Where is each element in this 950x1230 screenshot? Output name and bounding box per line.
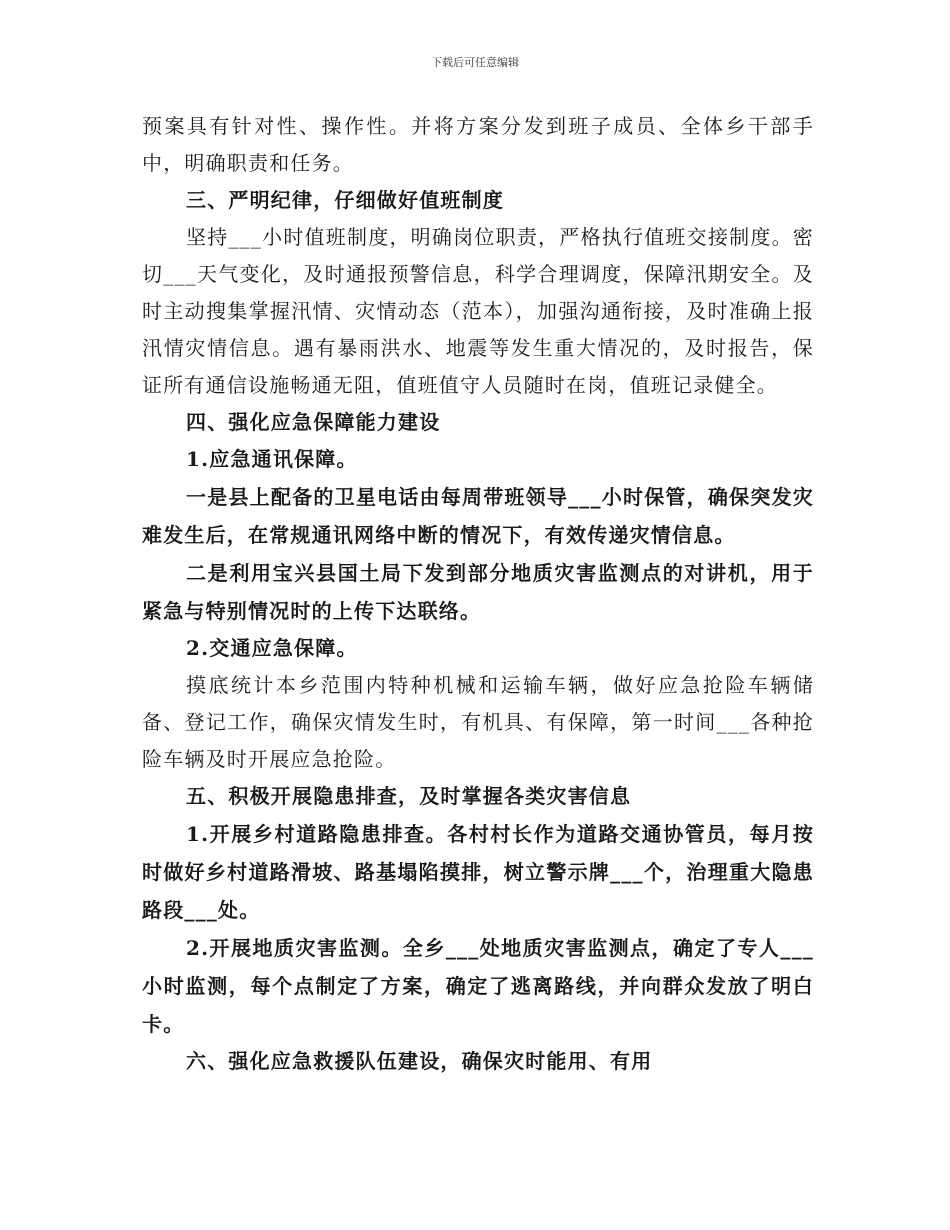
paragraph-walkie-talkie: 二是利用宝兴县国土局下发到部分地质灾害监测点的对讲机，用于紧急与特别情况时的上传下达联络。: [142, 561, 814, 623]
paragraph-vehicles: 摸底统计本乡范围内特种机械和运输车辆，做好应急抢险车辆储备、登记工作，确保灾情发生时，有机具、有保障，第一时间___各种抢险车辆及时开展应急抢险。: [142, 673, 814, 771]
heading-duty-system: 三、严明纪律，仔细做好值班制度: [186, 188, 504, 212]
paragraph-plan-distribution: 预案具有针对性、操作性。并将方案分发到班子成员、全体乡干部手中，明确职责和任务。: [142, 114, 814, 175]
subheading-transport: 2.交通应急保障。: [186, 636, 358, 660]
paragraph-geological-monitoring: 2.开展地质灾害监测。全乡___处地质灾害监测点，确定了专人___小时监测，每个点制定了方案，确定了逃离路线，并向群众发放了明白卡。: [142, 936, 814, 1036]
heading-hazard-inspection: 五、积极开展隐患排查，及时掌握各类灾害信息: [186, 784, 632, 808]
subheading-communication: 1.应急通讯保障。: [186, 447, 358, 471]
heading-rescue-team: 六、强化应急救援队伍建设，确保灾时能用、有用: [186, 1049, 653, 1073]
document-body: [142, 108, 814, 1080]
paragraph-duty-system: 坚持___小时值班制度，明确岗位职责，严格执行值班交接制度。密切___天气变化，及时通报预警信息，科学合理调度，保障汛期安全。及时主动搜集掌握汛情、灾情动态（范本），加强沟通衔接，及时准确上报汛情灾情信息。遇有暴雨洪水、地震等发生重大情况的，及时报告，保证所有通信设施畅通无阻，值班值守人员随时在岗，值班记录健全。: [142, 225, 814, 397]
paragraph-satellite-phone: 一是县上配备的卫星电话由每周带班领导___小时保管，确保突发灾难发生后，在常规通讯网络中断的情况下，有效传递灾情信息。: [142, 485, 814, 547]
heading-emergency-support: 四、强化应急保障能力建设: [186, 410, 441, 434]
paragraph-road-inspection: 1.开展乡村道路隐患排查。各村村长作为道路交通协管员，每月按时做好乡村道路滑坡、路基塌陷摸排，树立警示牌___个，治理重大隐患路段___处。: [142, 822, 814, 922]
page-header: 下载后可任意编辑: [431, 56, 519, 69]
